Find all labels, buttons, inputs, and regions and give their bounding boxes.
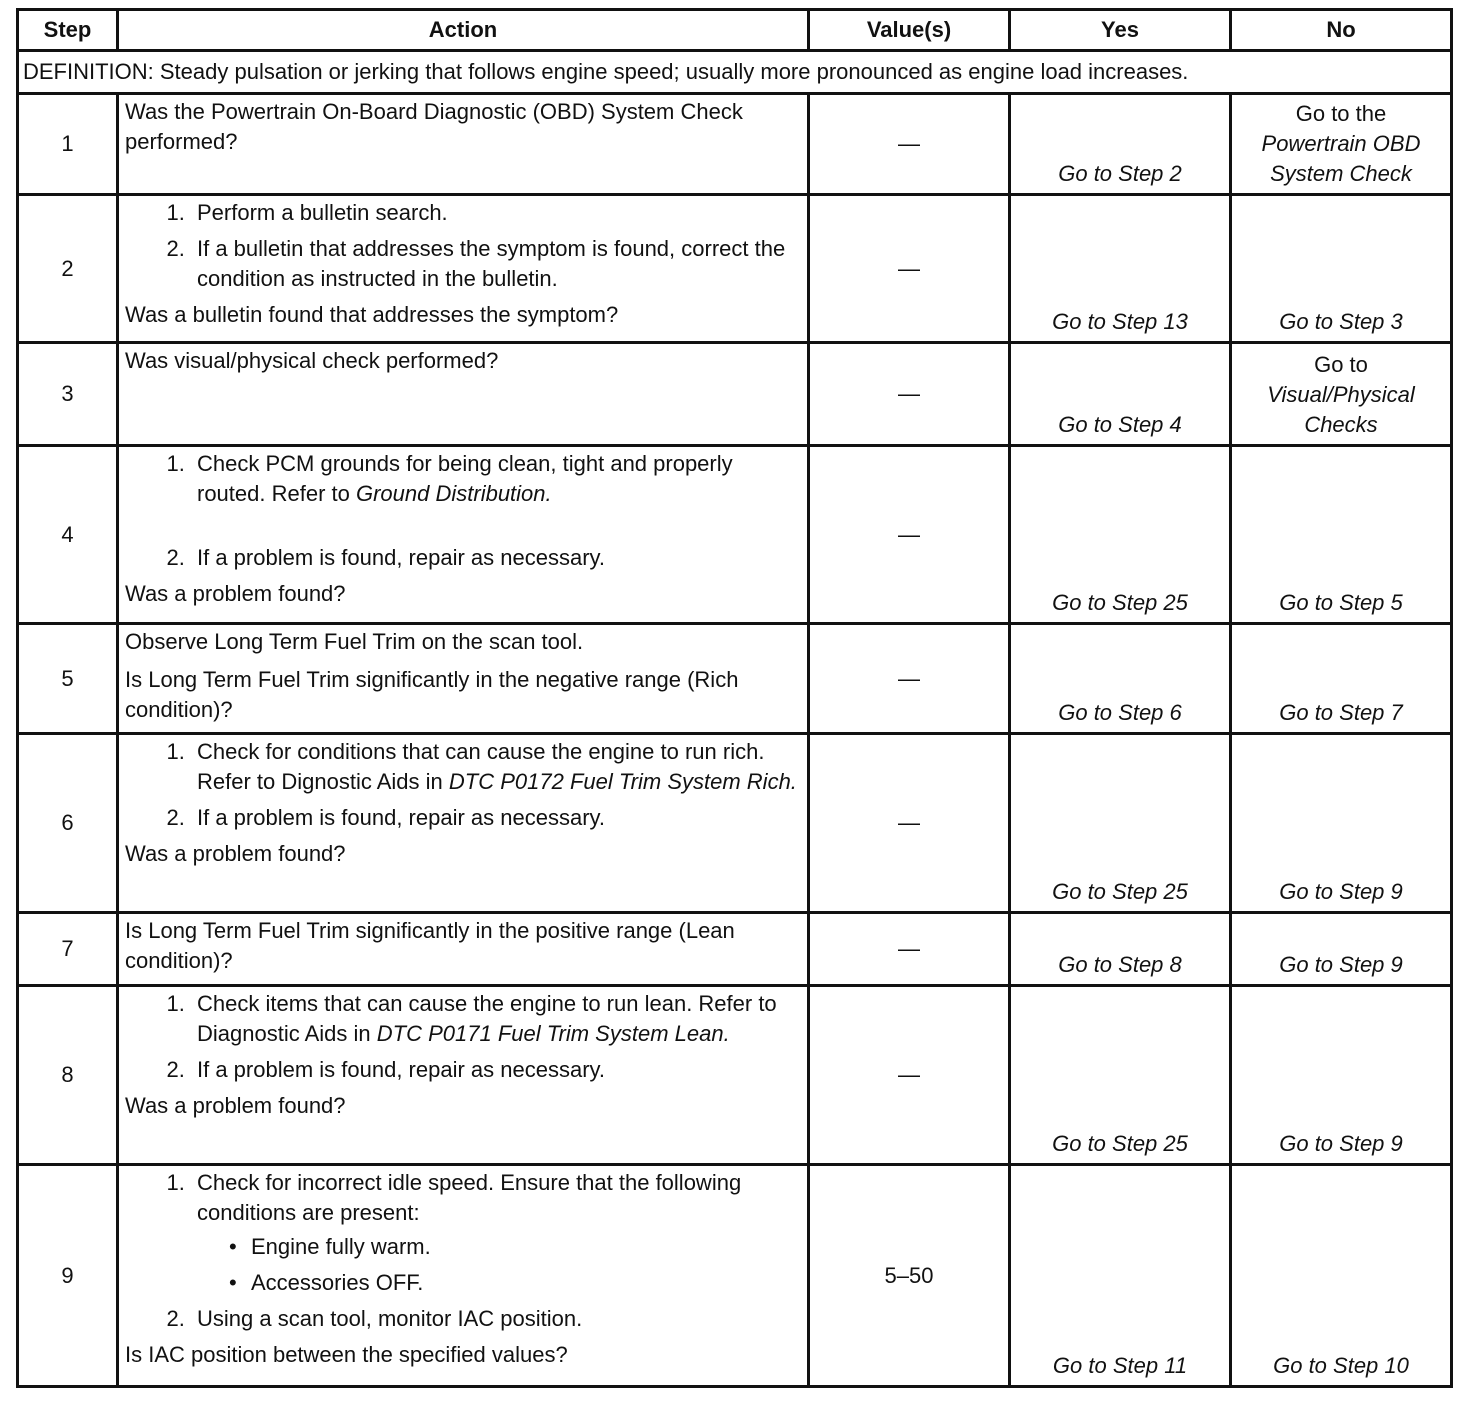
table-row: [18, 94, 1452, 195]
definition-text: DEFINITION: Steady pulsation or jerking that follows engine speed; usually more pronounced as engine load increases.: [18, 51, 1452, 94]
table-row: [18, 624, 1452, 734]
header-row: [18, 10, 1452, 51]
value-cell: —: [809, 446, 1010, 624]
condition-item: • Engine fully warm.: [223, 1232, 801, 1262]
yes-cell: Go to Step 2: [1010, 94, 1231, 195]
value-cell: —: [809, 195, 1010, 343]
action-cell: [118, 986, 809, 1165]
no-cell: Go to Step 9: [1231, 986, 1452, 1165]
no-link-ref: Powertrain OBD System Check: [1261, 131, 1421, 186]
table-row: [18, 734, 1452, 913]
header-yes: Yes: [1010, 10, 1231, 51]
action-step-item: 1. Perform a bulletin search.: [191, 198, 801, 228]
action-step-text: Check for incorrect idle speed. Ensure that the following conditions are present:: [197, 1170, 742, 1225]
reference-link: DTC P0172 Fuel Trim System Rich.: [448, 769, 797, 794]
action-step-item: [191, 1168, 801, 1298]
no-cell: Go to Step 5: [1231, 446, 1452, 624]
no-cell: [1231, 343, 1452, 446]
yes-cell: Go to Step 11: [1010, 1165, 1231, 1387]
action-step-text: Check for conditions that can cause the engine to run rich. Refer to Dignostic Aids in: [197, 739, 765, 794]
no-cell: Go to Step 9: [1231, 734, 1452, 913]
action-question: Was a problem found?: [125, 1093, 346, 1118]
action-cell: [118, 1165, 809, 1387]
action-steps: [125, 737, 801, 833]
step-number: 1: [18, 94, 118, 195]
action-steps: [125, 989, 801, 1085]
definition-row: [18, 51, 1452, 94]
no-link-prefix: Go to the: [1295, 101, 1387, 126]
action-step-item: 2. Using a scan tool, monitor IAC position.: [191, 1304, 801, 1334]
action-step-item: 2. If a problem is found, repair as necessary.: [191, 1055, 801, 1085]
table-row: [18, 343, 1452, 446]
table-row: [18, 986, 1452, 1165]
no-cell: Go to Step 10: [1231, 1165, 1452, 1387]
action-question: Was a problem found?: [125, 841, 346, 866]
yes-cell: Go to Step 6: [1010, 624, 1231, 734]
table-row: [18, 446, 1452, 624]
value-cell: 5–50: [809, 1165, 1010, 1387]
action-step-item: [191, 449, 801, 509]
action-cell: [118, 734, 809, 913]
no-link-prefix: Go to: [1314, 352, 1368, 377]
reference-link: DTC P0171 Fuel Trim System Lean.: [376, 1021, 730, 1046]
step-number: 7: [18, 913, 118, 986]
table-row: [18, 1165, 1452, 1387]
yes-cell: Go to Step 8: [1010, 913, 1231, 986]
value-cell: —: [809, 913, 1010, 986]
diagnostic-table: [16, 8, 1453, 1388]
yes-cell: Go to Step 25: [1010, 986, 1231, 1165]
action-cell: [118, 913, 809, 986]
header-action: Action: [118, 10, 809, 51]
action-question: Was a bulletin found that addresses the symptom?: [125, 302, 619, 327]
no-cell: Go to Step 9: [1231, 913, 1452, 986]
table-row: [18, 913, 1452, 986]
step-number: 2: [18, 195, 118, 343]
step-number: 9: [18, 1165, 118, 1387]
action-steps: [125, 198, 801, 294]
action-line: Observe Long Term Fuel Trim on the scan tool.: [125, 629, 584, 654]
action-step-item: [191, 989, 801, 1049]
yes-cell: Go to Step 25: [1010, 446, 1231, 624]
action-step-item: 2. If a problem is found, repair as necessary.: [191, 803, 801, 833]
step-number: 3: [18, 343, 118, 446]
no-link-ref: Visual/Physical Checks: [1267, 382, 1415, 437]
action-question: Was visual/physical check performed?: [125, 348, 499, 373]
header-no: No: [1231, 10, 1452, 51]
no-cell: [1231, 94, 1452, 195]
action-step-text: Check PCM grounds for being clean, tight and properly routed. Refer to: [197, 451, 733, 506]
no-cell: Go to Step 7: [1231, 624, 1452, 734]
condition-item: • Accessories OFF.: [223, 1268, 801, 1298]
value-cell: —: [809, 343, 1010, 446]
action-step-text: Check items that can cause the engine to run lean. Refer to Diagnostic Aids in: [197, 991, 777, 1046]
yes-cell: Go to Step 4: [1010, 343, 1231, 446]
action-question: Was the Powertrain On-Board Diagnostic (OBD) System Check performed?: [125, 99, 743, 154]
action-question: Was a problem found?: [125, 581, 346, 606]
yes-cell: Go to Step 25: [1010, 734, 1231, 913]
table-row: [18, 195, 1452, 343]
value-cell: —: [809, 624, 1010, 734]
action-steps: [125, 1168, 801, 1334]
action-step-item: 2. If a bulletin that addresses the symptom is found, correct the condition as instructed in the bulletin.: [191, 234, 801, 294]
action-question: Is Long Term Fuel Trim significantly in the positive range (Lean condition)?: [125, 918, 735, 973]
action-question: Is Long Term Fuel Trim significantly in the negative range (Rich condition)?: [125, 667, 739, 722]
action-cell: [118, 94, 809, 195]
step-number: 8: [18, 986, 118, 1165]
step-number: 4: [18, 446, 118, 624]
value-cell: —: [809, 94, 1010, 195]
header-values: Value(s): [809, 10, 1010, 51]
action-cell: [118, 195, 809, 343]
reference-link: Ground Distribution.: [355, 481, 552, 506]
value-cell: —: [809, 734, 1010, 913]
condition-list: [197, 1232, 801, 1298]
action-cell: [118, 343, 809, 446]
step-number: 5: [18, 624, 118, 734]
action-cell: [118, 446, 809, 624]
no-cell: Go to Step 3: [1231, 195, 1452, 343]
action-step-item: 2. If a problem is found, repair as necessary.: [191, 543, 801, 573]
value-cell: —: [809, 986, 1010, 1165]
yes-cell: Go to Step 13: [1010, 195, 1231, 343]
action-step-item: [191, 737, 801, 797]
action-steps: [125, 449, 801, 573]
step-number: 6: [18, 734, 118, 913]
action-question: Is IAC position between the specified values?: [125, 1342, 568, 1367]
action-cell: [118, 624, 809, 734]
header-step: Step: [18, 10, 118, 51]
